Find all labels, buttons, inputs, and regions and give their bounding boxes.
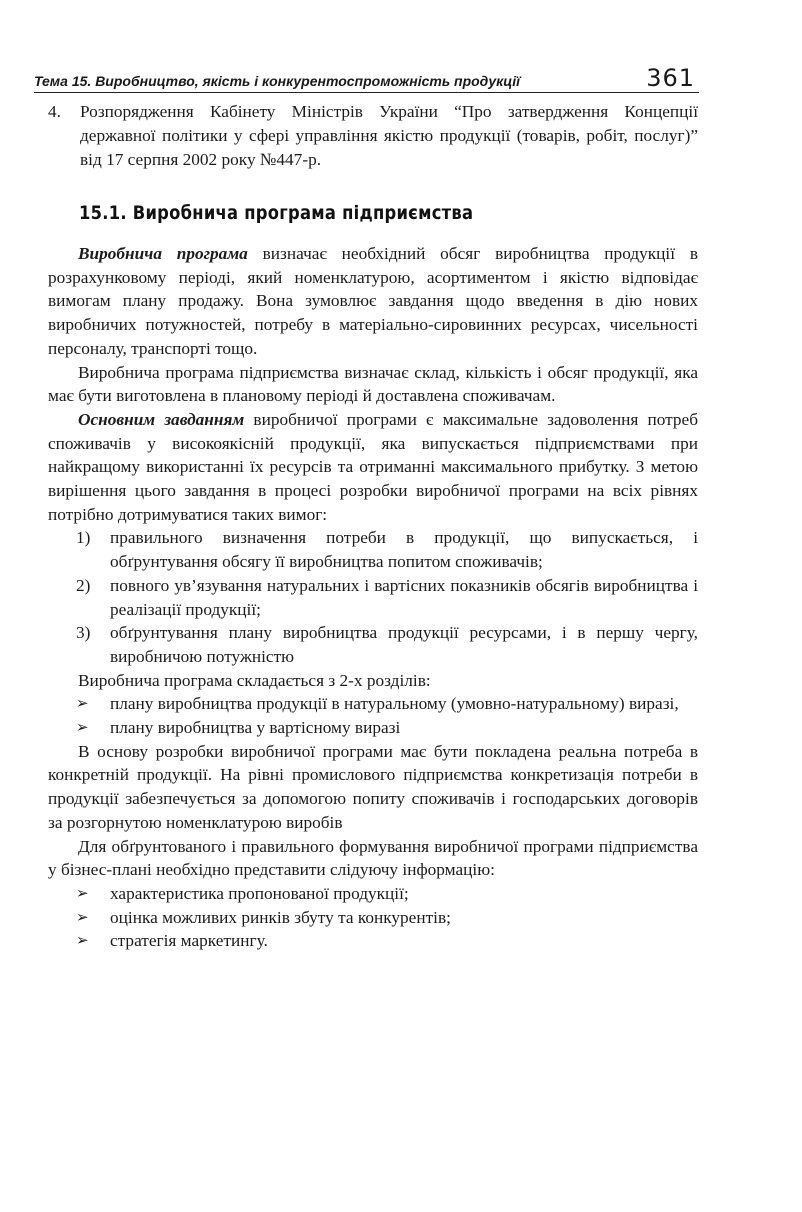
- arrow-bullet-icon: ➢: [76, 718, 89, 737]
- body-text: [48, 242, 698, 953]
- arrow-bullet-icon: ➢: [76, 907, 89, 926]
- list-item: [76, 929, 698, 953]
- paragraph-5: В основу розробки виробничої програми має бути покладена реальна потреба в конкретній продукції. На рівні промислового підприємства конкретизація потреби в продукції забезпечується за допомогою попиту споживачів і господарських договорів за розгорнутою номенклатурою виробів: [48, 741, 698, 832]
- list-item: [76, 621, 698, 668]
- header-title: Тема 15. Виробництво, якість і конкурентоспроможність продукції: [34, 73, 521, 89]
- list-item-text: повного ув’язування натуральних і вартісних показників обсягів виробництва і реалізації продукції;: [110, 575, 698, 619]
- list-item-text: обґрунтування плану виробництва продукції ресурсами, і в першу чергу, виробничою потужністю: [110, 623, 698, 666]
- running-header: [34, 64, 699, 93]
- page-number: 361: [646, 64, 695, 92]
- list-item: [76, 716, 698, 740]
- reference-item: [48, 100, 698, 172]
- list-marker: 3): [76, 623, 91, 643]
- paragraph-4: Виробнича програма складається з 2-х розділів:: [78, 670, 431, 690]
- paragraph-3: [48, 408, 698, 527]
- list-item: [76, 882, 698, 906]
- requirements-list: [48, 526, 698, 668]
- term-main-task: Основним завданням: [78, 409, 245, 429]
- list-item-text: плану виробництва у вартісному виразі: [110, 718, 401, 738]
- reference-text: Розпорядження Кабінету Міністрів України “Про затвердження Концепції державної політики у сфері управління якістю продукції (товарів, робіт, послуг)” від 17 серпня 2002 року №447-р.: [80, 102, 698, 169]
- arrow-bullet-icon: ➢: [76, 694, 89, 713]
- arrow-bullet-icon: ➢: [76, 931, 89, 950]
- list-item: [76, 906, 698, 930]
- arrow-bullet-icon: ➢: [76, 883, 89, 902]
- list-item-text: характеристика пропонованої продукції;: [110, 883, 409, 903]
- list-item: [76, 692, 698, 716]
- sections-list: [48, 692, 698, 739]
- list-item-text: плану виробництва продукції в натуральному (умовно-натуральному) виразі,: [110, 694, 679, 714]
- paragraph-2: Виробнича програма підприємства визначає склад, кількість і обсяг продукції, яка має бути виготовлена в плановому періоді й доставлена споживачам.: [48, 362, 698, 406]
- term-production-program: Виробнича програма: [78, 244, 248, 263]
- list-item-text: оцінка можливих ринків збуту та конкурентів;: [110, 907, 451, 927]
- reference-number: 4.: [48, 102, 61, 121]
- paragraph-1-text: визначає необхідний обсяг виробництва продукції в розрахунковому періоді, який номенклатурою, асортиментом і якістю відповідає вимогам плану продажу. Вона зумовлює завдання щодо введення в дію нових виробничих потужностей, потребу в матеріально-сировинних ресурсах, чисельності персоналу, транспорті тощо.: [48, 244, 698, 358]
- list-marker: 2): [76, 575, 91, 595]
- section-heading: 15.1. Виробнича програма підприємства: [79, 202, 474, 224]
- list-item: [76, 574, 698, 621]
- list-item: [76, 526, 698, 573]
- paragraph-6: Для обґрунтованого і правильного формування виробничої програми підприємства у бізнес-плані необхідно представити слідуючу інформацію:: [48, 836, 698, 880]
- list-item-text: стратегія маркетингу.: [110, 931, 268, 951]
- paragraph-1: [48, 242, 698, 361]
- info-list: [48, 882, 698, 953]
- list-item-text: правильного визначення потреби в продукції, що випускається, і обґрунтування обсягу її виробництва попитом споживачів;: [110, 528, 698, 572]
- paragraph-3-text: виробничої програми є максимальне задоволення потреб споживачів у високоякісній продукції, яка випускається підприємствами при найкращому використанні їх ресурсів та отриманні максимального прибутку. З метою вирішення цього завдання в процесі розробки виробничої програми на всіх рівнях потрібно дотримуватися таких вимог:: [48, 409, 699, 524]
- list-marker: 1): [76, 528, 91, 548]
